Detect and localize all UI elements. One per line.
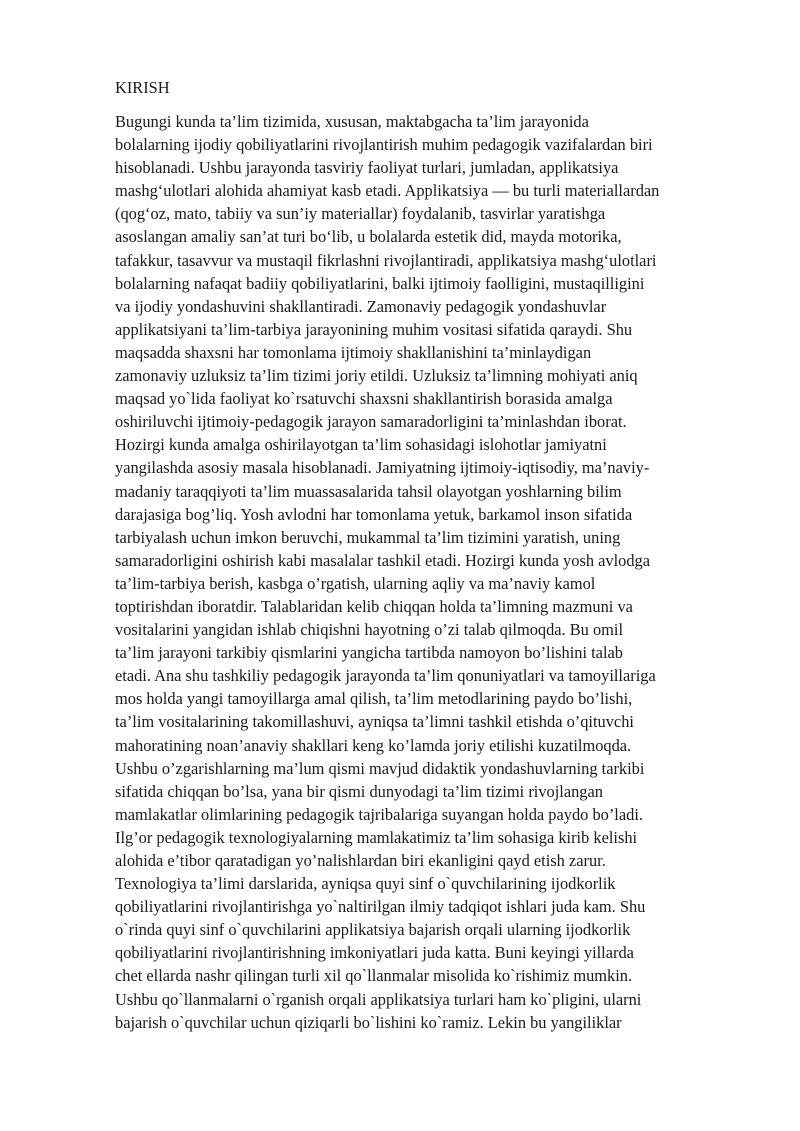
text-line: Texnologiya ta’limi darslarida, ayniqsa quyi sinf o`quvchilarining ijodkorlik — [115, 874, 616, 894]
text-line: maqsadda shaxsni har tomonlama ijtimoiy shakllanishini ta’minlaydigan — [115, 342, 592, 362]
text-line: samaradorligini oshirish kabi masalalar tashkil etadi. Hozirgi kunda yosh avlodga — [115, 550, 651, 570]
text-line: vositalarini yangidan ishlab chiqishni hayotning o’zi talab qilmoqda. Bu omil — [115, 620, 624, 640]
text-line: applikatsiyani ta’lim-tarbiya jarayonining muhim vositasi sifatida qaraydi. Shu — [115, 319, 633, 339]
section-heading: KIRISH — [115, 78, 170, 97]
text-line: hisoblanadi. Ushbu jarayonda tasviriy faoliyat turlari, jumladan, applikatsiya — [115, 158, 619, 178]
text-line: mahoratining noan’anaviy shakllari keng ko’lamda joriy etilishi kuzatilmoqda. — [115, 735, 632, 755]
text-line: toptirishdan iboratdir. Talablaridan kelib chiqqan holda ta’limning mazmuni va — [115, 596, 633, 616]
text-line: madaniy taraqqiyoti ta’lim muassasalarida tahsil olayotgan yoshlarning bilim — [115, 481, 622, 501]
text-line: Bugungi kunda ta’lim tizimida, xususan, maktabgacha ta’lim jarayonida — [115, 112, 589, 131]
text-line: qobiliyatlarini rivojlantirishning imkoniyatlari juda katta. Buni keyingi yillarda — [115, 943, 634, 963]
text-line: etadi. Ana shu tashkiliy pedagogik jarayonda ta’lim qonuniyatlari va tamoyillariga — [115, 666, 656, 686]
text-line: mamlakatlar olimlarining pedagogik tajribalariga suyangan holda paydo bo’ladi. — [115, 804, 643, 824]
text-line: chet ellarda nashr qilingan turli xil qo`llanmalar misolida ko`rishimiz mumkin. — [115, 966, 633, 986]
text-line: asoslangan amaliy san’at turi bo‘lib, u bolalarda estetik did, mayda motorika, — [115, 227, 622, 247]
text-line: tarbiyalash uchun imkon beruvchi, mukammal ta’lim tizimini yaratish, uning — [115, 527, 621, 547]
text-line: darajasiga bog’liq. Yosh avlodni har tomonlama yetuk, barkamol inson sifatida — [115, 504, 633, 524]
document-page — [115, 76, 747, 1034]
text-line: bolalarning ijodiy qobiliyatlarini rivojlantirish muhim pedagogik vazifalardan biri — [115, 135, 653, 155]
text-line: ta’lim vositalarining takomillashuvi, ayniqsa ta’limni tashkil etishda o’qituvchi — [115, 712, 634, 732]
text-line: yangilashda asosiy masala hisoblanadi. Jamiyatning ijtimoiy-iqtisodiy, ma’naviy- — [115, 458, 650, 478]
text-line: ta’lim-tarbiya berish, kasbga o’rgatish, ularning aqliy va ma’naviy kamol — [115, 573, 596, 593]
text-line: maqsad yo`lida faoliyat ko`rsatuvchi shaxsni shakllantirish borasida amalga — [115, 389, 613, 409]
text-line: (qog‘oz, mato, tabiiy va sun’iy materiallar) foydalanib, tasvirlar yaratishga — [115, 204, 606, 224]
text-line: mos holda yangi tamoyillarga amal qilish, ta’lim metodlarining paydo bo’lishi, — [115, 689, 633, 709]
text-line: qobiliyatlarini rivojlantirishga yo`naltirilgan ilmiy tadqiqot ishlari juda kam. Shu — [115, 897, 646, 917]
text-line: bajarish o`quvchilar uchun qiziqarli bo`lishini ko`ramiz. Lekin bu yangiliklar — [115, 1012, 622, 1032]
text-line: sifatida chiqqan bo’lsa, yana bir qismi dunyodagi ta’lim tizimi rivojlangan — [115, 781, 603, 801]
text-line: o`rinda quyi sinf o`quvchilarini applikatsiya bajarish orqali ularning ijodkorlik — [115, 920, 631, 940]
text-line: zamonaviy uzluksiz ta’lim tizimi joriy etildi. Uzluksiz ta’limning mohiyati aniq — [115, 366, 638, 386]
text-line: alohida e’tibor qaratadigan yo’nalishlardan biri ekanligini qayd etish zarur. — [115, 851, 606, 870]
text-line: Ushbu qo`llanmalarni o`rganish orqali applikatsiya turlari ham ko`pligini, ularni — [115, 989, 642, 1009]
text-line: Ushbu o’zgarishlarning ma’lum qismi mavjud didaktik yondashuvlarning tarkibi — [115, 758, 645, 778]
text-line: Hozirgi kunda amalga oshirilayotgan ta’lim sohasidagi islohotlar jamiyatni — [115, 435, 607, 455]
text-line: Ilg’or pedagogik texnologiyalarning mamlakatimiz ta’lim sohasiga kirib kelishi — [115, 827, 638, 847]
body-paragraph — [115, 110, 747, 1034]
text-line: bolalarning nafaqat badiiy qobiliyatlarini, balki ijtimoiy faolligini, mustaqilligini — [115, 273, 645, 293]
text-line: oshiriluvchi ijtimoiy-pedagogik jarayon samaradorligini ta’minlashdan iborat. — [115, 412, 627, 432]
text-line: mashg‘ulotlari alohida ahamiyat kasb etadi. Applikatsiya — bu turli materiallardan — [115, 181, 660, 201]
text-line: tafakkur, tasavvur va mustaqil fikrlashni rivojlantiradi, applikatsiya mashg‘ulotlari — [115, 250, 657, 270]
text-line: va ijodiy yondashuvini shakllantiradi. Zamonaviy pedagogik yondashuvlar — [115, 296, 607, 316]
text-line: ta’lim jarayoni tarkibiy qismlarini yangicha tartibda namoyon bo’lishini talab — [115, 643, 623, 663]
